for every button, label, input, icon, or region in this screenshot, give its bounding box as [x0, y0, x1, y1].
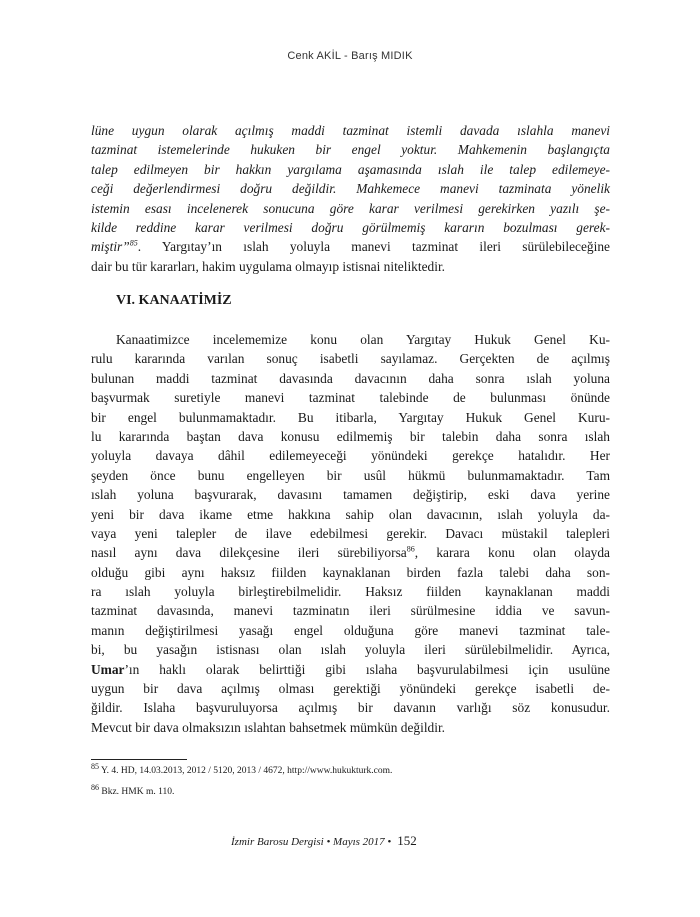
footnote-number: 86 [91, 782, 99, 792]
page-footer [231, 833, 417, 849]
text-line: olduğu gibi aynı haksız fiilden kaynaklanan birden fazla talebi daha son- [91, 564, 610, 580]
text-line: rulu kararında varılan sonuç isabetli sayılamaz. Gerçekten de açılmış [91, 351, 610, 367]
text-line: ıslah yoluna başvurarak, davasını tamamen değiştirip, eski dava yerine [91, 487, 610, 503]
text-line: manın değiştirilmesi yasağı engel olduğuna göre manevi tazminat tale- [91, 622, 610, 638]
text-line: lüne uygun olarak açılmış maddi tazminat istemli davada ıslahla manevi [91, 123, 610, 138]
text-line: tazminat istemelerinde hukuken bir engel yoktur. Mahkemenin başlangıçta [91, 142, 610, 158]
text-line: ra ıslah yoluyla birleştirebilmelidir. Haksız fiilden kaynaklanan maddi [91, 584, 610, 600]
text-line: şeyden önce bunu engelleyen bir usûl hükmü bulunmamaktadır. Tam [91, 467, 610, 483]
text-line: yeni bir dava ikame etme hakkına sahip olan davacının, ıslah yoluyla da- [91, 506, 610, 522]
footnote-ref: 86 [406, 544, 415, 554]
text-line: vaya yeni talepler de ilave edebilmesi gerekir. Davacı müstakil talepleri [91, 525, 610, 541]
running-header: Cenk AKİL - Barış MIDIK [287, 50, 413, 62]
journal-name: İzmir Barosu Dergisi • Mayıs 2017 • [231, 836, 392, 848]
footnote-ref: 85 [129, 238, 138, 248]
text-line: başvurmak suretiyle manevi tazminat talebinde de bulunması önünde [91, 390, 610, 406]
text-line: Kanaatimizce incelememize konu olan Yargıtay Hukuk Genel Ku- [116, 332, 610, 347]
text-run: . Yargıtay’ın ıslah yoluyla manevi tazminat ileri sürülebileceğine [137, 239, 610, 255]
text-line: istemin esası incelenerek sonucuna göre karar verilmesi gerekirken yazılı şe- [91, 200, 610, 216]
text-run: , karara konu olan olayda [414, 545, 610, 561]
text-line: ğildir. Islaha başvuruluyorsa açılmış bir davanın varlığı söz konusudur. [91, 700, 610, 716]
text-line: bir engel bulunmamaktadır. Bu itibarla, Yargıtay Hukuk Genel Kuru- [91, 409, 610, 425]
footnote-divider [91, 759, 187, 760]
text-line: yoluyla davaya dâhil edilemeyeceği yönündeki gerekçe hatalıdır. Her [91, 448, 610, 464]
text-line: bi, bu yasağın istisnası olan ıslah yoluyla ileri sürülebilmelidir. Ayrıca, [91, 642, 610, 658]
quote-end: miştir” [91, 239, 130, 255]
text-line: talep edilmeyen bir hakkın yargılama aşamasında ıslah ile talep edilemeye- [91, 161, 610, 177]
quoted-paragraph [91, 121, 610, 276]
footnote [91, 782, 175, 797]
text-run: ’ın haklı olarak belirttiği gibi ıslaha başvurulabilmesi için usulüne [124, 661, 610, 677]
text-line: bulunan maddi tazminat davasında davacının daha sonra ıslah yoluna [91, 370, 610, 386]
footnote-text: Y. 4. HD, 14.03.2013, 2012 / 5120, 2013 / 4672, http://www.hukukturk.com. [101, 766, 393, 776]
footnote [91, 761, 393, 776]
text-line: kilde reddine karar verilmesi doğru görülmemiş kararın bozulması gerek- [91, 219, 610, 235]
text-line: dair bu tür kararları, hakim uygulama olmayıp istisnai niteliktedir. [91, 258, 446, 274]
author-name: Umar [91, 661, 125, 677]
page-number: 152 [397, 833, 417, 848]
text-line: ceği değerlendirmesi doğru değildir. Mahkemece manevi tazminata yönelik [91, 181, 610, 197]
footnote-text: Bkz. HMK m. 110. [101, 787, 175, 797]
text-line [91, 660, 610, 679]
body-paragraph [91, 330, 610, 737]
text-run: nasıl aynı dava dilekçesine ileri sürebiliyorsa [91, 545, 407, 561]
text-line: uygun bir dava açılmış olması gerektiği yönündeki gerekçe isabetli de- [91, 681, 610, 697]
text-line: tazminat davasında, manevi tazminatın ileri sürülmesine iddia ve savun- [91, 603, 610, 619]
text-line [91, 237, 610, 256]
text-line [91, 543, 610, 562]
text-line: lu kararında baştan dava konusu edilmemiş bir talebin daha sonra ıslah [91, 428, 610, 444]
section-heading: VI. KANAATİMİZ [116, 293, 232, 308]
footnote-number: 85 [91, 761, 99, 771]
text-line: Mevcut bir dava olmaksızın ıslahtan bahsetmek mümkün değildir. [91, 719, 446, 735]
